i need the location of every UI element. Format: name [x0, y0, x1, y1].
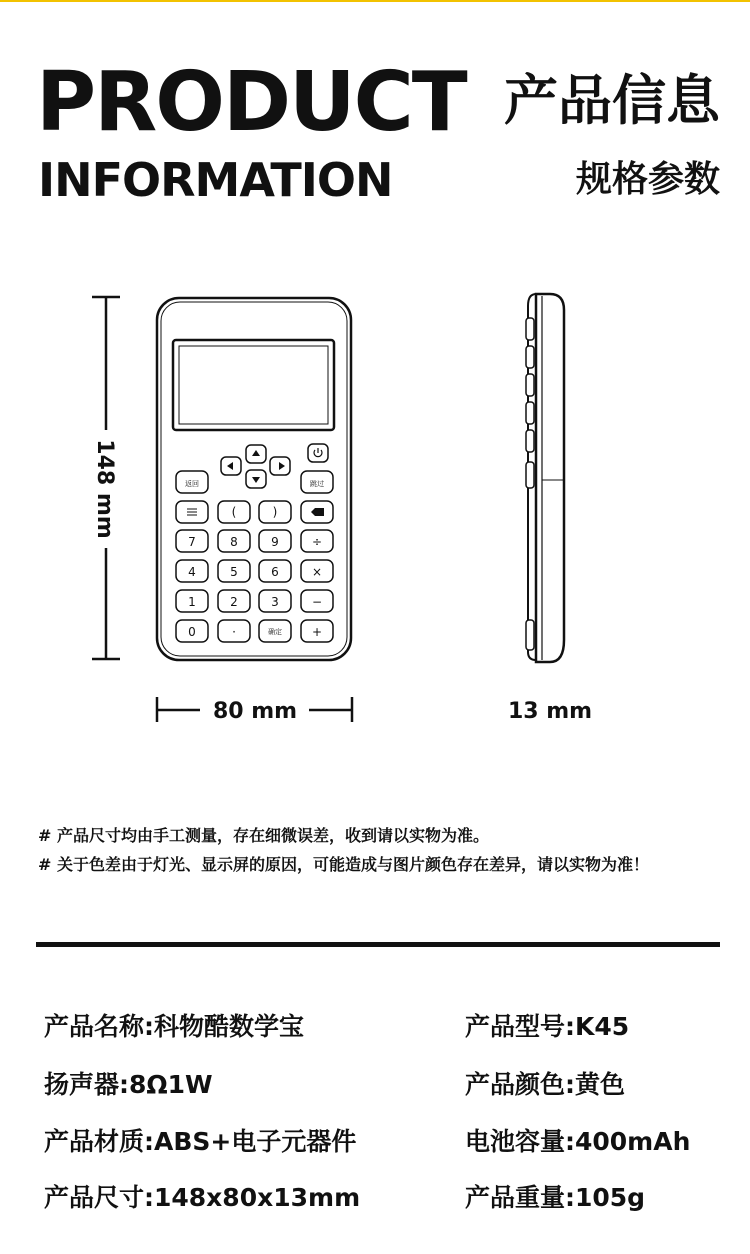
key-3-label: 3	[271, 595, 279, 609]
width-label: 80 mm	[212, 699, 298, 724]
rparen-label: )	[272, 505, 278, 519]
spec-battery: 电池容量:400mAh	[465, 1127, 691, 1156]
title-product: PRODUCT	[36, 55, 466, 150]
key-multiply-label: ×	[311, 565, 323, 579]
note-color-difference: # 关于色差由于灯光、显示屏的原因，可能造成与图片颜色存在差异，请以实物为准！	[38, 855, 649, 874]
key-plus-label: +	[311, 625, 323, 639]
skip-button-label: 跳过	[310, 480, 324, 488]
depth-label: 13 mm	[507, 699, 593, 724]
key-9-label: 9	[271, 535, 279, 549]
spec-color: 产品颜色:黄色	[465, 1070, 625, 1099]
subtitle-cn: 规格参数	[575, 159, 720, 200]
section-divider	[36, 942, 720, 947]
key-2-label: 2	[230, 595, 238, 609]
height-label: 148 mm	[92, 439, 117, 539]
lparen-label: (	[231, 505, 237, 519]
key-4-label: 4	[188, 565, 196, 579]
note-measurement: # 产品尺寸均由手工测量，存在细微误差，收到请以实物为准。	[38, 826, 489, 845]
calculator-front-view	[157, 298, 351, 660]
key-6-label: 6	[271, 565, 279, 579]
title-cn: 产品信息	[504, 69, 720, 132]
back-button-label: 返回	[185, 480, 199, 488]
key-1-label: 1	[188, 595, 196, 609]
spec-size: 产品尺寸:148x80x13mm	[44, 1183, 361, 1212]
calculator-side-view	[526, 294, 564, 662]
calculator-screen	[173, 340, 334, 430]
key-divide-label: ÷	[311, 535, 323, 549]
title-information: INFORMATION	[38, 153, 393, 207]
key-minus-label: −	[311, 595, 323, 609]
spec-weight: 产品重量:105g	[465, 1183, 646, 1212]
spec-material: 产品材质:ABS+电子元器件	[44, 1127, 357, 1156]
key-8-label: 8	[230, 535, 238, 549]
spec-product-name: 产品名称:科物酷数学宝	[44, 1012, 304, 1041]
key-7-label: 7	[188, 535, 196, 549]
key-confirm-label: 确定	[268, 628, 282, 636]
spec-speaker: 扬声器:8Ω1W	[44, 1070, 213, 1099]
spec-model: 产品型号:K45	[465, 1012, 630, 1041]
key-0-label: 0	[188, 625, 196, 639]
key-5-label: 5	[230, 565, 238, 579]
key-dot-label: ·	[232, 625, 236, 639]
